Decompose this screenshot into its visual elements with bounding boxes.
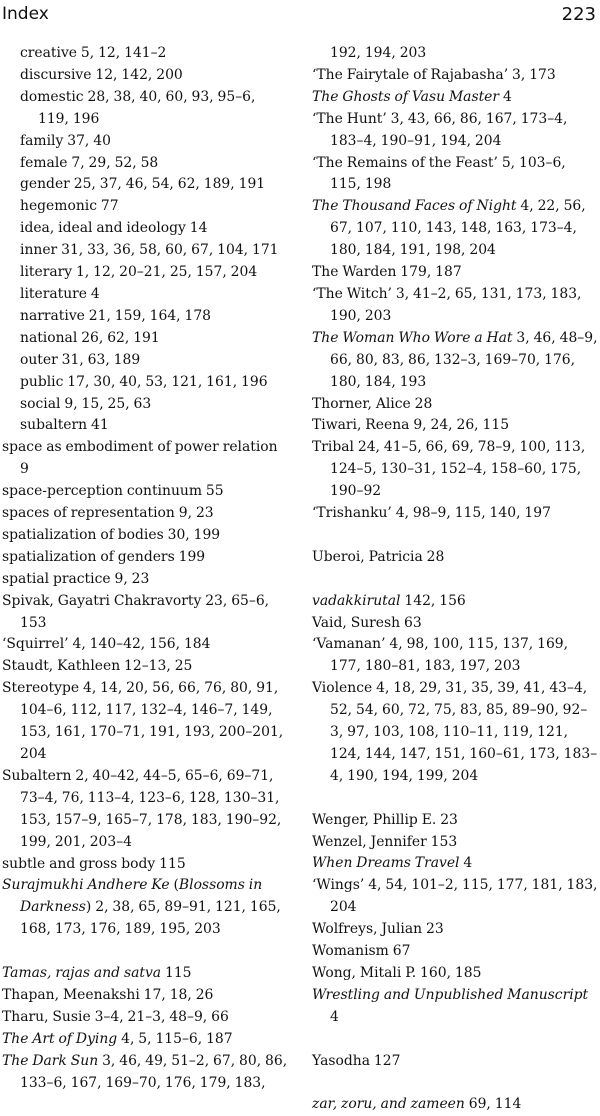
index-entry: [310, 985, 598, 1029]
index-entry: [310, 547, 598, 569]
index-subentry: [0, 87, 290, 131]
index-subentry: [0, 350, 290, 372]
index-subentry: [0, 153, 290, 175]
entry-text: idea, ideal and ideology 14: [20, 220, 208, 237]
entry-text: Surajmukhi Andhere Ke: [2, 877, 170, 894]
entry-text: 142, 156: [400, 592, 466, 609]
index-entry: [310, 678, 598, 788]
index-entry: [0, 985, 290, 1007]
entry-text: ‘The Fairytale of Rajabasha’ 3, 173: [312, 66, 556, 83]
index-entry: [0, 634, 290, 656]
entry-text: female 7, 29, 52, 58: [20, 154, 159, 171]
index-entry: [310, 591, 598, 613]
index-entry: [310, 919, 598, 941]
entry-text: Stereotype 4, 14, 20, 56, 66, 76, 80, 91, 104–6, 112, 117, 132–4, 146–7, 149, 153, 161, 170–71, 191, 193, 200–201, 204: [2, 680, 284, 762]
entry-text: Wong, Mitali P. 160, 185: [312, 965, 482, 982]
index-entry: [310, 810, 598, 832]
index-entry: [310, 1094, 598, 1116]
index-entry: [0, 854, 290, 876]
entry-text: 4: [499, 88, 512, 105]
index-entry: [0, 875, 290, 941]
entry-text: literature 4: [20, 285, 100, 302]
entry-text: Womanism 67: [312, 943, 411, 960]
entry-text: (: [169, 877, 179, 894]
entry-text: Wolfreys, Julian 23: [312, 921, 444, 938]
index-entry: [310, 634, 598, 678]
index-subentry: [0, 196, 290, 218]
entry-text: narrative 21, 159, 164, 178: [20, 307, 212, 324]
entry-text: Spivak, Gayatri Chakravorty 23, 65–6, 153: [2, 592, 270, 631]
entry-text: ) 2, 38, 65, 89–91, 121, 165, 168, 173, 176, 189, 195, 203: [20, 899, 281, 938]
index-subentry: [0, 131, 290, 153]
entry-text: The Dark Sun: [2, 1052, 99, 1069]
index-entry: [0, 656, 290, 678]
entry-text: ‘The Remains of the Feast’ 5, 103–6, 115, 198: [312, 154, 566, 193]
index-entry: [310, 1051, 598, 1073]
index-subentry: [0, 306, 290, 328]
index-subentry: [0, 328, 290, 350]
index-entry: [0, 481, 290, 503]
entry-text: subaltern 41: [20, 417, 109, 434]
entry-text: spatialization of genders 199: [2, 548, 206, 565]
entry-text: The Thousand Faces of Night: [312, 198, 517, 215]
entry-text: domestic 28, 38, 40, 60, 93, 95–6, 119, 196: [20, 88, 256, 127]
entry-text: Tharu, Susie 3–4, 21–3, 48–9, 66: [2, 1008, 229, 1025]
entry-text: Subaltern 2, 40–42, 44–5, 65–6, 69–71, 73–4, 76, 113–4, 123–6, 128, 130–31, 153, 157–9, 165–7, 178, 183, 190–92, 199, 201, 203–4: [2, 767, 282, 850]
index-entry: [0, 591, 290, 635]
index-entry: [310, 153, 598, 197]
index-entry: [310, 43, 598, 65]
index-entry: [0, 437, 290, 481]
entry-text: 4: [459, 855, 473, 872]
entry-text: Wenzel, Jennifer 153: [312, 833, 458, 850]
entry-text: Tiwari, Reena 9, 24, 26, 115: [312, 417, 510, 434]
entry-text: Thapan, Meenakshi 17, 18, 26: [2, 986, 214, 1003]
index-entry: [0, 963, 290, 985]
index-entry: [310, 503, 598, 525]
entry-text: 4: [330, 1008, 339, 1025]
entry-text: Staudt, Kathleen 12–13, 25: [2, 658, 193, 675]
index-entry: [310, 196, 598, 262]
index-entry: [0, 1029, 290, 1051]
index-entry: [310, 437, 598, 503]
entry-text: space-perception continuum 55: [2, 483, 224, 500]
entry-text: 192, 194, 203: [330, 45, 427, 61]
entry-text: Violence 4, 18, 29, 31, 35, 39, 41, 43–4, 52, 54, 60, 72, 75, 83, 85, 89–90, 92–3, 97, 103, 108, 110–11, 119, 121, 124, 144, 147, 151, 160–61, 173, 183–4, 190, 194, 199, 204: [312, 680, 598, 784]
entry-text: Wenger, Phillip E. 23: [312, 811, 458, 828]
index-entry: [0, 1007, 290, 1029]
entry-text: ‘The Hunt’ 3, 43, 66, 86, 167, 173–4, 183–4, 190–91, 194, 204: [312, 110, 568, 149]
index-entry: [310, 394, 598, 416]
index-subentry: [0, 284, 290, 306]
entry-text: national 26, 62, 191: [20, 329, 160, 346]
entry-text: The Ghosts of Vasu Master: [312, 88, 500, 105]
index-entry: [0, 525, 290, 547]
index-subentry: [0, 415, 290, 437]
entry-text: The Woman Who Wore a Hat: [312, 329, 513, 346]
index-entry: [0, 569, 290, 591]
index-entry: [310, 963, 598, 985]
page-number: 223: [561, 4, 596, 25]
entry-text: space as embodiment of power relation 9: [2, 439, 278, 478]
entry-text: inner 31, 33, 36, 58, 60, 67, 104, 171: [20, 242, 279, 259]
index-entry: [310, 875, 598, 919]
index-entry: [310, 941, 598, 963]
entry-text: The Art of Dying: [2, 1030, 118, 1047]
entry-text: Vaid, Suresh 63: [312, 614, 422, 631]
entry-text: gender 25, 37, 46, 54, 62, 189, 191: [20, 176, 266, 193]
running-header: [0, 4, 600, 28]
entry-text: creative 5, 12, 141–2: [20, 45, 167, 61]
entry-text: outer 31, 63, 189: [20, 351, 141, 368]
entry-text: subtle and gross body 115: [2, 855, 186, 872]
entry-text: public 17, 30, 40, 53, 121, 161, 196: [20, 373, 268, 390]
entry-text: discursive 12, 142, 200: [20, 66, 183, 83]
entry-text: Thorner, Alice 28: [312, 395, 433, 412]
index-entry: [310, 613, 598, 635]
index-entry: [0, 547, 290, 569]
entry-text: ‘Trishanku’ 4, 98–9, 115, 140, 197: [312, 505, 551, 522]
index-subentry: [0, 218, 290, 240]
section-title: Index: [2, 4, 49, 24]
index-subentry: [0, 394, 290, 416]
index-entry: [310, 415, 598, 437]
index-entry: [310, 87, 598, 109]
entry-text: vadakkirutal: [312, 592, 401, 609]
index-column-right: [310, 43, 598, 1116]
index-entry: [310, 262, 598, 284]
entry-text: ‘Vamanan’ 4, 98, 100, 115, 137, 169, 177, 180–81, 183, 197, 203: [312, 636, 569, 675]
index-subentry: [0, 372, 290, 394]
entry-text: Tamas, rajas and satva: [2, 965, 162, 982]
entry-text: 115: [161, 965, 192, 982]
index-entry: [0, 503, 290, 525]
index-entry: [0, 766, 290, 854]
entry-text: Wrestling and Unpublished Manuscript: [312, 986, 589, 1003]
index-column-left: [0, 43, 290, 1094]
index-subentry: [0, 65, 290, 87]
entry-text: 4, 5, 115–6, 187: [117, 1030, 233, 1047]
entry-text: family 37, 40: [20, 132, 111, 149]
entry-text: spatialization of bodies 30, 199: [2, 526, 221, 543]
entry-text: The Warden 179, 187: [312, 264, 462, 281]
entry-text: 3, 46, 49, 51–2, 67, 80, 86, 133–6, 167, 169–70, 176, 179, 183,: [20, 1052, 288, 1091]
entry-text: social 9, 15, 25, 63: [20, 395, 152, 412]
entry-text: spatial practice 9, 23: [2, 570, 150, 587]
index-entry: [310, 284, 598, 328]
index-entry: [310, 853, 598, 875]
entry-text: hegemonic 77: [20, 198, 119, 215]
index-entry: [0, 1051, 290, 1095]
entry-text: 3, 46, 48–9, 66, 80, 83, 86, 132–3, 169–70, 176, 180, 184, 193: [330, 329, 598, 390]
entry-text: Uberoi, Patricia 28: [312, 548, 445, 565]
index-subentry: [0, 43, 290, 65]
entry-text: Blossoms in Darkness: [20, 877, 263, 916]
index-entry: [310, 65, 598, 87]
entry-text: When Dreams Travel: [312, 855, 460, 872]
index-subentry: [0, 262, 290, 284]
entry-text: 4, 22, 56, 67, 107, 110, 143, 148, 163, 173–4, 180, 184, 191, 198, 204: [330, 198, 586, 259]
entry-text: Tribal 24, 41–5, 66, 69, 78–9, 100, 113, 124–5, 130–31, 152–4, 158–60, 175, 190–92: [312, 439, 586, 500]
index-subentry: [0, 240, 290, 262]
entry-text: spaces of representation 9, 23: [2, 505, 214, 522]
entry-text: literary 1, 12, 20–21, 25, 157, 204: [20, 264, 258, 281]
entry-text: zar, zoru, and zameen: [312, 1096, 465, 1113]
index-subentry: [0, 174, 290, 196]
index-entry: [310, 328, 598, 394]
entry-text: 69, 114: [464, 1096, 522, 1113]
entry-text: ‘The Witch’ 3, 41–2, 65, 131, 173, 183, 190, 203: [312, 285, 582, 324]
index-entry: [0, 678, 290, 766]
entry-text: Yasodha 127: [312, 1052, 401, 1069]
entry-text: ‘Squirrel’ 4, 140–42, 156, 184: [2, 636, 211, 653]
index-entry: [310, 832, 598, 854]
entry-text: ‘Wings’ 4, 54, 101–2, 115, 177, 181, 183, 204: [312, 877, 598, 916]
index-entry: [310, 109, 598, 153]
